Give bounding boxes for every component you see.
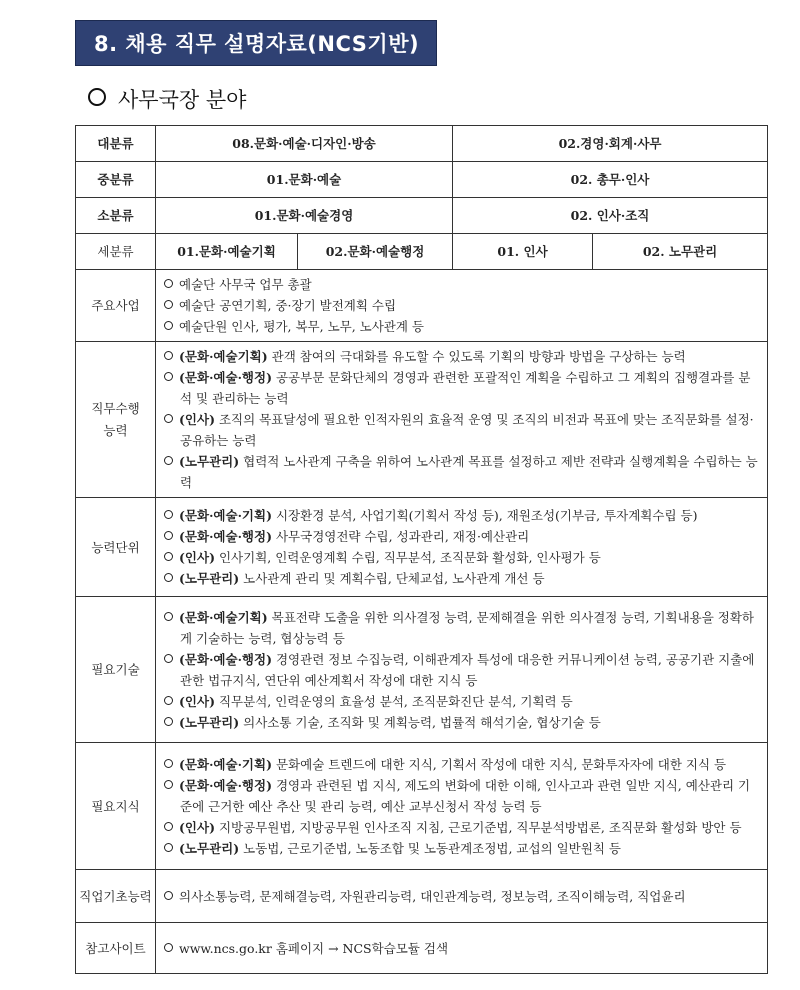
competency-units-content	[156, 498, 768, 597]
middle-class-value: 02. 총무·인사	[453, 162, 768, 198]
detail-class-value: 01. 인사	[453, 234, 593, 270]
bullet-item	[164, 367, 761, 409]
bullet-tag: (노무관리)	[179, 714, 240, 730]
bullet-text: 지방공무원법, 지방공무원 인사조직 지침, 근로기준법, 직무분석방법론, 조직문화 활성화 방안 등	[218, 819, 742, 835]
bullet-text: 직무분석, 인력운영의 효율성 분석, 조직문화진단 분석, 기획력 등	[218, 693, 573, 709]
detail-class-value: 01.문화·예술기획	[156, 234, 298, 270]
bullet-text: 의사소통 기술, 조직화 및 계획능력, 법률적 해석기술, 협상기술 등	[243, 714, 601, 730]
circle-bullet-icon	[164, 300, 173, 309]
circle-bullet-icon	[164, 531, 173, 540]
bullet-item	[164, 409, 761, 451]
bullet-item	[164, 649, 761, 691]
circle-bullet-icon	[164, 573, 173, 582]
circle-bullet-icon	[164, 552, 173, 561]
detail-class-value: 02.문화·예술행정	[298, 234, 453, 270]
bullet-text: 예술단원 인사, 평가, 복무, 노무, 노사관계 등	[179, 319, 425, 334]
label-major-class: 대분류	[76, 126, 156, 162]
row-minor-class	[76, 198, 768, 234]
row-main-business	[76, 270, 768, 342]
bullet-tag: (문화·예술·기획)	[179, 756, 272, 772]
bullet-text: 노사관계 관리 및 계획수립, 단체교섭, 노사관계 개선 등	[243, 571, 545, 586]
row-detail-class	[76, 234, 768, 270]
bullet-text: 목표전략 도출을 위한 의사결정 능력, 문제해결을 위한 의사결정 능력, 기획내용을 정확하게 기술하는 능력, 협상능력 등	[180, 609, 755, 646]
bullet-tag: (문화·예술·행정)	[179, 529, 272, 544]
label-middle-class: 중분류	[76, 162, 156, 198]
label-basic-vocational-skills: 직업기초능력	[76, 870, 156, 923]
bullet-item	[164, 754, 761, 775]
bullet-text: 경영관련 정보 수집능력, 이해관계자 특성에 대응한 커뮤니케이션 능력, 공공기관 지출에 관한 법규지식, 연단위 예산계획서 작성에 대한 지식 등	[180, 651, 755, 688]
bullet-item	[164, 817, 761, 838]
row-job-performance	[76, 342, 768, 498]
circle-bullet-icon	[164, 891, 173, 900]
bullet-tag: (노무관리)	[179, 454, 240, 469]
bullet-tag: (인사)	[179, 412, 215, 427]
circle-bullet-icon	[164, 717, 173, 726]
label-main-business: 주요사업	[76, 270, 156, 342]
label-competency-units: 능력단위	[76, 498, 156, 597]
row-middle-class	[76, 162, 768, 198]
bullet-tag: (인사)	[179, 693, 215, 709]
circle-bullet-icon	[164, 372, 173, 381]
bullet-text: 예술단 공연기획, 중·장기 발전계획 수립	[179, 298, 397, 313]
bullet-text: 사무국경영전략 수립, 성과관리, 재정·예산관리	[275, 529, 530, 544]
circle-bullet-icon	[164, 654, 173, 663]
bullet-item	[164, 607, 761, 649]
bullet-item	[164, 547, 761, 568]
row-required-skills	[76, 597, 768, 743]
bullet-item	[164, 691, 761, 712]
section-title-box	[75, 20, 437, 66]
bullet-tag: (문화·예술·기획)	[179, 508, 272, 523]
bullet-tag: (문화·예술·행정)	[179, 651, 272, 667]
circle-bullet-icon	[88, 88, 106, 106]
bullet-item	[164, 451, 761, 493]
bullet-text: 예술단 사무국 업무 총괄	[179, 277, 312, 292]
minor-class-value: 02. 인사·조직	[453, 198, 768, 234]
bullet-item	[164, 838, 761, 859]
bullet-text: 인사기획, 인력운영계획 수립, 직무분석, 조직문화 활성화, 인사평가 등	[218, 550, 601, 565]
bullet-tag: (문화·예술기획)	[179, 609, 268, 625]
job-performance-content	[156, 342, 768, 498]
circle-bullet-icon	[164, 351, 173, 360]
bullet-text: 협력적 노사관계 구축을 위하여 노사관계 목표를 설정하고 제반 전략과 실행계획을 수립하는 능력	[180, 454, 758, 490]
bullet-text: 공공부문 문화단체의 경영과 관련한 포괄적인 계획을 수립하고 그 계획의 집행결과를 분석 및 관리하는 능력	[180, 370, 751, 406]
label-required-skills: 필요기술	[76, 597, 156, 743]
subsection-title: 사무국장 분야	[118, 88, 247, 112]
row-competency-units	[76, 498, 768, 597]
bullet-text: 조직의 목표달성에 필요한 인적자원의 효율적 운영 및 조직의 비전과 목표에 맞는 조직문화를 설정·공유하는 능력	[180, 412, 754, 448]
bullet-item	[164, 346, 761, 367]
bullet-tag: (노무관리)	[179, 571, 240, 586]
detail-class-value: 02. 노무관리	[593, 234, 768, 270]
circle-bullet-icon	[164, 456, 173, 465]
minor-class-value: 01.문화·예술경영	[156, 198, 453, 234]
label-minor-class: 소분류	[76, 198, 156, 234]
circle-bullet-icon	[164, 780, 173, 789]
bullet-item	[164, 938, 761, 959]
row-basic-vocational-skills	[76, 870, 768, 923]
circle-bullet-icon	[164, 822, 173, 831]
circle-bullet-icon	[164, 279, 173, 288]
reference-site-content	[156, 923, 768, 974]
bullet-item	[164, 526, 761, 547]
bullet-item	[164, 886, 761, 907]
ncs-job-table	[75, 125, 768, 974]
bullet-item	[164, 505, 761, 526]
label-job-performance: 직무수행 능력	[76, 342, 156, 498]
bullet-item	[164, 568, 761, 589]
label-detail-class: 세분류	[76, 234, 156, 270]
circle-bullet-icon	[164, 510, 173, 519]
major-class-value: 08.문화·예술·디자인·방송	[156, 126, 453, 162]
label-reference-site: 참고사이트	[76, 923, 156, 974]
circle-bullet-icon	[164, 759, 173, 768]
bullet-tag: (문화·예술·행정)	[179, 777, 272, 793]
bullet-text: 문화예술 트렌드에 대한 지식, 기획서 작성에 대한 지식, 문화투자자에 대한 지식 등	[275, 756, 727, 772]
major-class-value: 02.경영·회계·사무	[453, 126, 768, 162]
bullet-item	[164, 295, 761, 316]
bullet-item	[164, 274, 761, 295]
circle-bullet-icon	[164, 696, 173, 705]
bullet-tag: (문화·예술기획)	[179, 349, 268, 364]
circle-bullet-icon	[164, 843, 173, 852]
main-business-content	[156, 270, 768, 342]
circle-bullet-icon	[164, 321, 173, 330]
bullet-text: 경영과 관련된 법 지식, 제도의 변화에 대한 이해, 인사고과 관련 일반 지식, 예산관리 기준에 근거한 예산 추산 및 관리 능력, 예산 교부신청서 작성 능력 등	[180, 777, 751, 814]
required-skills-content	[156, 597, 768, 743]
label-required-knowledge: 필요지식	[76, 743, 156, 870]
circle-bullet-icon	[164, 414, 173, 423]
bullet-tag: (인사)	[179, 550, 215, 565]
bullet-item	[164, 316, 761, 337]
bullet-text: 의사소통능력, 문제해결능력, 자원관리능력, 대인관계능력, 정보능력, 조직이해능력, 직업윤리	[179, 888, 686, 904]
basic-vocational-skills-content	[156, 870, 768, 923]
bullet-item	[164, 775, 761, 817]
required-knowledge-content	[156, 743, 768, 870]
row-reference-site	[76, 923, 768, 974]
bullet-text: 관객 참여의 극대화를 유도할 수 있도록 기획의 방향과 방법을 구상하는 능력	[271, 349, 686, 364]
circle-bullet-icon	[164, 943, 173, 952]
section-title: 8. 채용 직무 설명자료(NCS기반)	[94, 32, 420, 56]
row-required-knowledge	[76, 743, 768, 870]
bullet-tag: (문화·예술·행정)	[179, 370, 272, 385]
bullet-text[interactable]: www.ncs.go.kr 홈페이지 → NCS학습모듈 검색	[179, 940, 449, 956]
row-major-class	[76, 126, 768, 162]
bullet-item	[164, 712, 761, 733]
bullet-tag: (노무관리)	[179, 840, 240, 856]
circle-bullet-icon	[164, 612, 173, 621]
bullet-tag: (인사)	[179, 819, 215, 835]
subsection-heading	[88, 84, 246, 114]
middle-class-value: 01.문화·예술	[156, 162, 453, 198]
bullet-text: 시장환경 분석, 사업기획(기획서 작성 등), 재원조성(기부금, 투자계획수립 등)	[275, 508, 698, 523]
bullet-text: 노동법, 근로기준법, 노동조합 및 노동관계조정법, 교섭의 일반원칙 등	[243, 840, 621, 856]
